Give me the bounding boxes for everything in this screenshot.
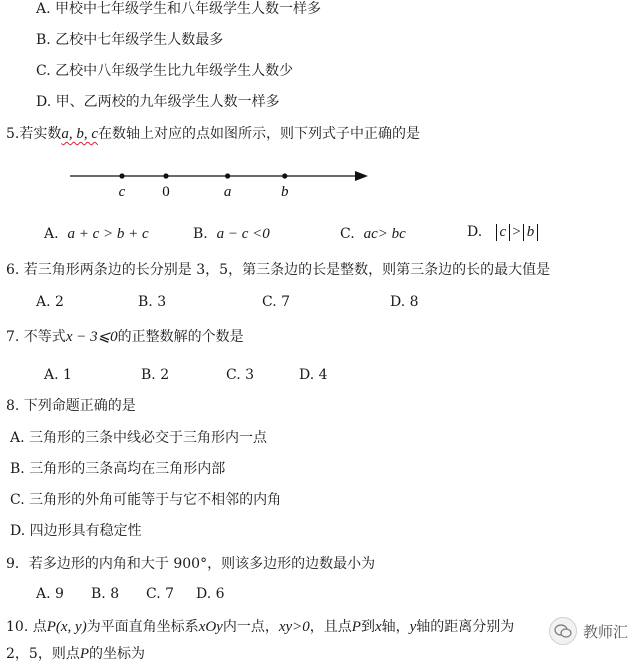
- q5-suffix: 在数轴上对应的点如图所示，则下列式子中正确的是: [98, 126, 421, 142]
- wechat-logo-icon: [549, 617, 577, 645]
- q8-option-c: C. 三角形的外角可能等于与它不相邻的内角: [10, 492, 282, 508]
- q9-stem: 9．若多边形的内角和大于 900°，则该多边形的边数最小为: [6, 556, 376, 572]
- q5-option-d: D. c > b: [467, 223, 538, 241]
- q4-option-c: C. 乙校中八年级学生比九年级学生人数少: [36, 63, 294, 79]
- q6-option-a: A. 2: [36, 294, 64, 310]
- q9-option-a: A. 9: [36, 586, 64, 602]
- q8-option-b: B. 三角形的三条高均在三角形内部: [10, 461, 226, 477]
- q6-option-b: B. 3: [138, 294, 167, 310]
- q10-stem-line2: 2，5，则点P的坐标为: [6, 646, 145, 662]
- number-line-label-b: b: [281, 184, 289, 200]
- q6-option-c: C. 7: [262, 294, 291, 310]
- q4-option-b: B. 乙校中七年级学生人数最多: [36, 32, 224, 48]
- q5-option-c: C. ac> bc: [340, 226, 406, 242]
- number-line-point-origin: [163, 173, 168, 178]
- q5-option-a-expr: a + c > b + c: [67, 226, 149, 242]
- q8-option-d: D. 四边形具有稳定性: [10, 523, 142, 539]
- number-line-label-c: c: [118, 184, 126, 200]
- q4-option-a: A. 甲校中七年级学生和八年级学生人数一样多: [36, 1, 322, 17]
- watermark: [549, 617, 628, 645]
- number-line-point-b: [282, 173, 287, 178]
- number-line-points: [119, 173, 289, 200]
- number-line-point-c: [119, 173, 124, 178]
- q10-stem-line1: 10. 点P(x, y)为平面直角坐标系xOy内一点，xy>0，且点P到x轴，y轴的距离分别为: [6, 619, 515, 635]
- q7-option-a: A. 1: [44, 367, 72, 383]
- q7-option-d: D. 4: [299, 367, 328, 383]
- q5-option-a: A. a + c > b + c: [44, 226, 149, 242]
- q4-option-d: D. 甲、乙两校的九年级学生人数一样多: [36, 94, 280, 110]
- q9-option-d: D. 6: [196, 586, 225, 602]
- q8-stem: 8. 下列命题正确的是: [6, 398, 136, 414]
- q7-expr: x − 3⩽0: [65, 329, 118, 345]
- q8-option-a: A. 三角形的三条中线必交于三角形内一点: [10, 430, 268, 446]
- q9-option-b: B. 8: [91, 586, 120, 602]
- number-line-arrowhead: [355, 171, 368, 181]
- q5-vars: a, b, c: [61, 126, 99, 142]
- q5-option-d-abs-right: b: [523, 224, 539, 241]
- q9-option-c: C. 7: [146, 586, 175, 602]
- q7-option-c: C. 3: [226, 367, 255, 383]
- q5-prefix: 5.若实数: [6, 126, 62, 142]
- watermark-text: 教师汇: [582, 622, 628, 641]
- q7-stem: 7. 不等式x − 3⩽0的正整数解的个数是: [6, 329, 244, 345]
- q6-stem: 6. 若三角形两条边的长分别是 3，5，第三条边的长是整数，则第三条边的长的最大值是: [6, 262, 551, 278]
- q5-option-d-abs-left: c: [496, 224, 511, 241]
- q7-option-b: B. 2: [141, 367, 170, 383]
- q5-option-b: B. a − c <0: [193, 226, 270, 242]
- q5-option-b-expr: a − c <0: [216, 226, 270, 242]
- number-line-point-a: [225, 173, 230, 178]
- number-line-label-a: a: [223, 184, 232, 200]
- q5-stem: [6, 125, 420, 143]
- number-line-label-origin: 0: [162, 184, 170, 200]
- number-line-figure: [66, 160, 376, 202]
- q5-option-c-expr: ac> bc: [363, 226, 406, 242]
- q6-option-d: D. 8: [390, 294, 419, 310]
